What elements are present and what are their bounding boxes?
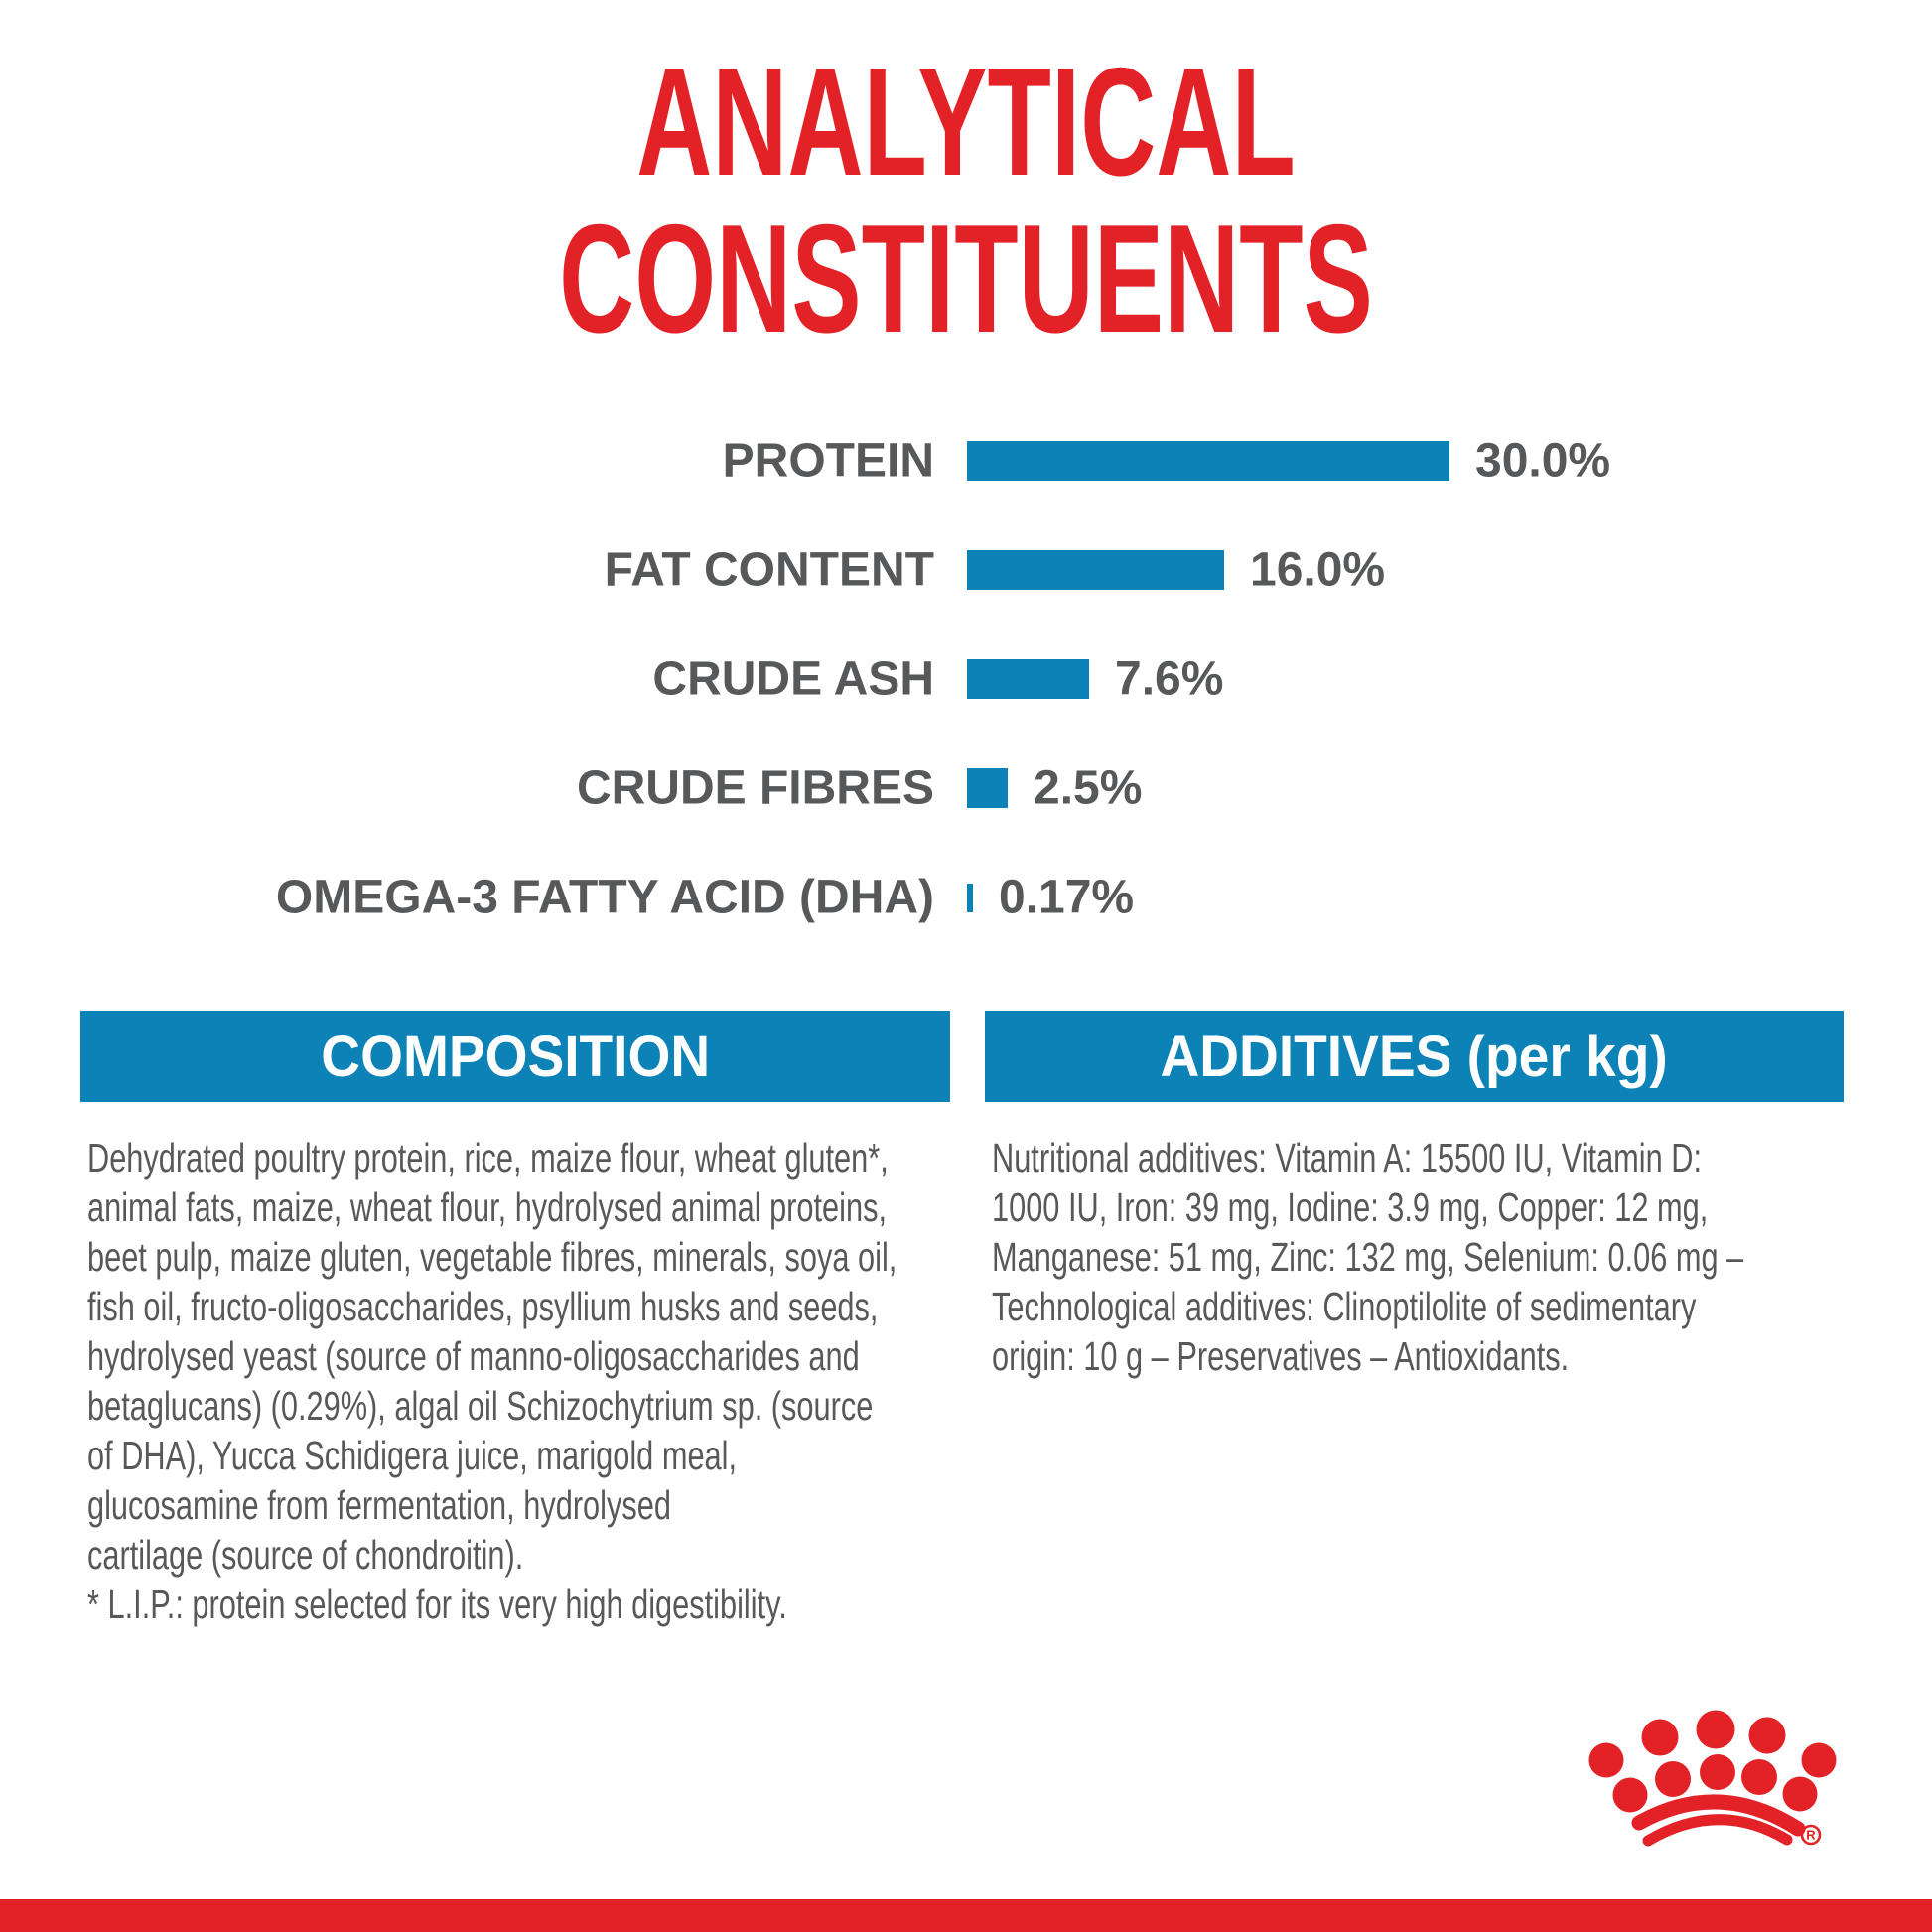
text-line: Dehydrated poultry protein, rice, maize flour, wheat gluten*,: [87, 1135, 889, 1180]
text-line: Nutritional additives: Vitamin A: 15500 IU, Vitamin D:: [992, 1135, 1703, 1180]
bar: [967, 659, 1089, 699]
chart-row: [0, 543, 1932, 597]
bar-value: 2.5%: [1034, 761, 1143, 815]
chart-row: [0, 652, 1932, 706]
registered-trademark-icon: [1802, 1826, 1820, 1844]
bar-value: 16.0%: [1250, 543, 1386, 597]
text-line: glucosamine from fermentation, hydrolysed: [87, 1482, 671, 1528]
text-line: 1000 IU, Iron: 39 mg, Iodine: 3.9 mg, Copper: 12 mg,: [992, 1184, 1709, 1230]
text-line: betaglucans) (0.29%), algal oil Schizochytrium sp. (source: [87, 1383, 874, 1429]
additives-text: [992, 1133, 1932, 1381]
bar-label: CRUDE FIBRES: [576, 761, 934, 815]
additives-section-header: [985, 1011, 1844, 1102]
text-line: of DHA), Yucca Schidigera juice, marigold meal,: [87, 1433, 738, 1478]
text-line: Manganese: 51 mg, Zinc: 132 mg, Selenium: 0.06 mg –: [992, 1234, 1744, 1280]
page-title-line-2: CONSTITUENTS: [559, 193, 1373, 364]
bar-label: PROTEIN: [722, 434, 934, 487]
bar-value: 30.0%: [1475, 434, 1611, 487]
text-line: animal fats, maize, wheat flour, hydrolysed animal proteins,: [87, 1184, 888, 1230]
royal-canin-crown-logo: [1582, 1706, 1850, 1855]
text-line: Technological additives: Clinoptilolite of sedimentary: [992, 1284, 1697, 1329]
text-line: beet pulp, maize gluten, vegetable fibres, minerals, soya oil,: [87, 1234, 897, 1280]
text-line: origin: 10 g – Preservatives – Antioxidants.: [992, 1333, 1570, 1379]
additives-header-label: ADDITIVES (per kg): [1160, 1024, 1669, 1089]
chart-row: [0, 761, 1932, 815]
bar-value: 0.17%: [999, 871, 1135, 924]
text-line: hydrolysed yeast (source of manno-oligosaccharides and: [87, 1333, 860, 1379]
bar: [967, 884, 973, 912]
bar-label: CRUDE ASH: [652, 652, 934, 706]
analytical-constituents-chart: [0, 434, 1932, 924]
bar-label: OMEGA-3 FATTY ACID (DHA): [275, 871, 934, 924]
composition-header-label: COMPOSITION: [321, 1024, 710, 1089]
svg-text:R: R: [1806, 1827, 1816, 1843]
text-line: * L.I.P.: protein selected for its very high digestibility.: [87, 1582, 787, 1627]
footer-accent-bar: [0, 1899, 1932, 1932]
page-title-line-1: ANALYTICAL: [636, 36, 1296, 207]
text-line: fish oil, fructo-oligosaccharides, psyllium husks and seeds,: [87, 1284, 879, 1329]
composition-section-header: [80, 1011, 950, 1102]
crown-arcs: [1639, 1802, 1798, 1841]
bar-label: FAT CONTENT: [604, 543, 934, 597]
bar: [967, 550, 1224, 590]
page-title: [0, 36, 1932, 364]
bar-value: 7.6%: [1115, 652, 1224, 706]
bar: [967, 441, 1449, 481]
chart-row: [0, 434, 1932, 487]
bar: [967, 768, 1008, 808]
chart-row: [0, 871, 1932, 924]
text-line: cartilage (source of chondroitin).: [87, 1532, 524, 1578]
